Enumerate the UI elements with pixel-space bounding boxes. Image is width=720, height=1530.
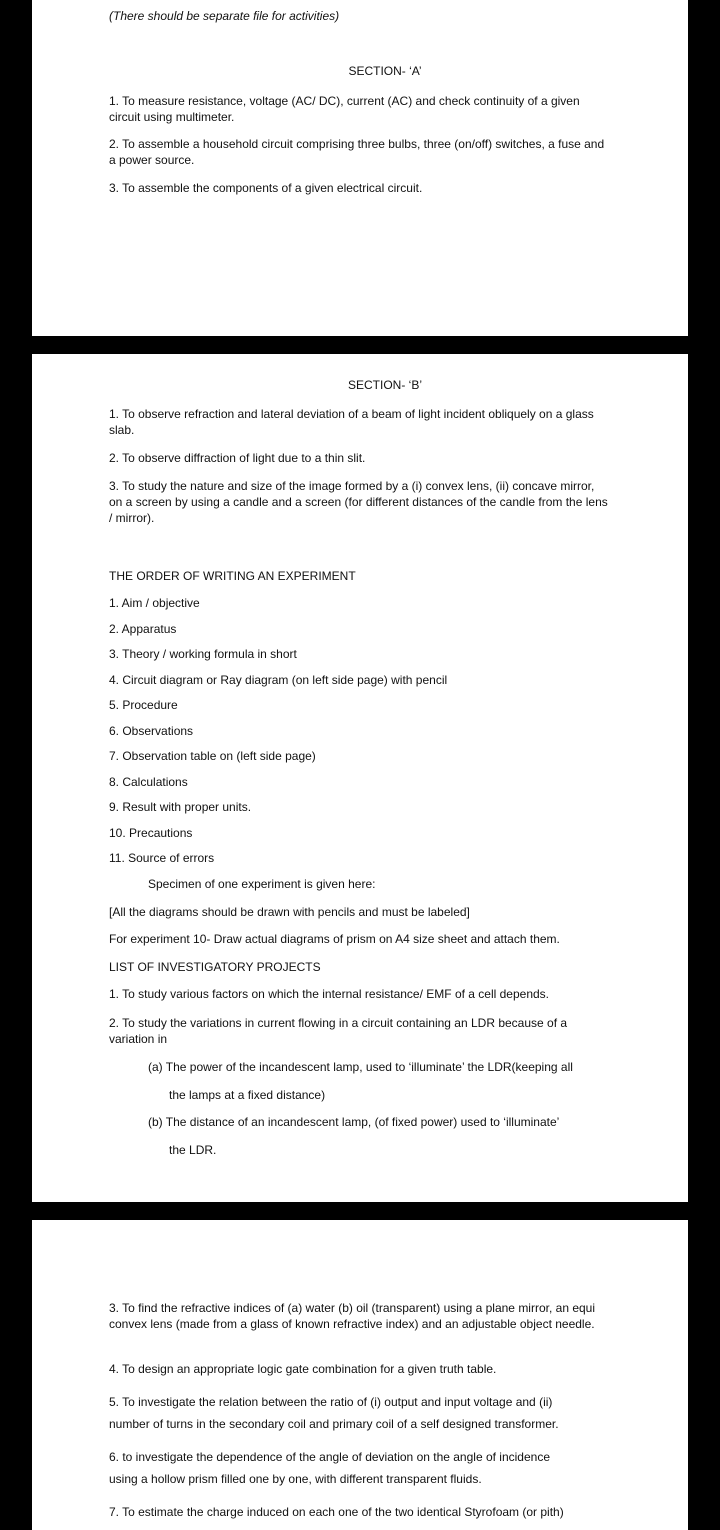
project-4: 4. To design an appropriate logic gate combination for a given truth table.: [109, 1362, 497, 1376]
document-page-2: [32, 354, 688, 1202]
project-6-line2: using a hollow prism filled one by one, with different transparent fluids.: [109, 1472, 482, 1486]
diagrams-note: [All the diagrams should be drawn with pencils and must be labeled]: [109, 905, 470, 919]
order-item-9: 9. Result with proper units.: [109, 800, 252, 814]
project-2-sub-b-line1: (b) The distance of an incandescent lamp, (of fixed power) used to ‘illuminate’: [148, 1115, 560, 1129]
order-item-11: 11. Source of errors: [109, 851, 215, 865]
order-item-4: 4. Circuit diagram or Ray diagram (on left side page) with pencil: [109, 673, 448, 687]
order-item-10: 10. Precautions: [109, 826, 193, 840]
order-item-1: 1. Aim / objective: [109, 596, 200, 610]
projects-heading: LIST OF INVESTIGATORY PROJECTS: [109, 960, 321, 974]
section-a-title: SECTION- ‘A’: [348, 64, 422, 78]
project-1: 1. To study various factors on which the internal resistance/ EMF of a cell depends.: [109, 987, 550, 1001]
order-heading: THE ORDER OF WRITING AN EXPERIMENT: [109, 569, 356, 583]
order-item-5: 5. Procedure: [109, 698, 178, 712]
section-a-item-2: 2. To assemble a household circuit comprising three bulbs, three (on/off) switches, a fuse and a power source.: [109, 137, 605, 167]
project-5-line1: 5. To investigate the relation between the ratio of (i) output and input voltage and (ii): [109, 1395, 553, 1409]
separate-file-note: (There should be separate file for activities): [109, 9, 340, 23]
section-b-item-3: 3. To study the nature and size of the image formed by a (i) convex lens, (ii) concave mirror, on a screen by using a candle and a screen (for different distances of the candle from the lens / mirror).: [109, 479, 608, 525]
section-b-item-1: 1. To observe refraction and lateral deviation of a beam of light incident obliquely on a glass slab.: [109, 407, 594, 437]
project-5-line2: number of turns in the secondary coil and primary coil of a self designed transformer.: [109, 1417, 559, 1431]
section-b-title: SECTION- ‘B’: [347, 378, 422, 392]
project-2-sub-a-line1: (a) The power of the incandescent lamp, used to ‘illuminate’ the LDR(keeping all: [148, 1060, 573, 1074]
order-item-8: 8. Calculations: [109, 775, 188, 789]
project-2-sub-b-line2: the LDR.: [169, 1143, 217, 1157]
project-2-sub-a-line2: the lamps at a fixed distance): [169, 1088, 326, 1102]
section-a-item-1: 1. To measure resistance, voltage (AC/ DC), current (AC) and check continuity of a given circuit using multimeter.: [109, 94, 580, 124]
section-a-item-3: 3. To assemble the components of a given electrical circuit.: [109, 181, 423, 195]
document-page-3: [32, 1220, 688, 1530]
project-3: 3. To find the refractive indices of (a) water (b) oil (transparent) using a plane mirror, an equi convex lens (made from a glass of known refractive index) and an adjustable object needle.: [109, 1301, 596, 1331]
project-7-line1: 7. To estimate the charge induced on each one of the two identical Styrofoam (or pith): [109, 1505, 564, 1519]
experiment-10-note: For experiment 10- Draw actual diagrams of prism on A4 size sheet and attach them.: [109, 932, 560, 946]
project-2: 2. To study the variations in current flowing in a circuit containing an LDR because of a variation in: [109, 1016, 568, 1046]
order-item-6: 6. Observations: [109, 724, 194, 738]
order-item-3: 3. Theory / working formula in short: [109, 647, 297, 661]
specimen-text: Specimen of one experiment is given here:: [148, 877, 376, 891]
section-b-item-2: 2. To observe diffraction of light due to a thin slit.: [109, 451, 366, 465]
document-page-1: [32, 0, 688, 336]
project-6-line1: 6. to investigate the dependence of the angle of deviation on the angle of incidence: [109, 1450, 550, 1464]
order-item-2: 2. Apparatus: [109, 622, 177, 636]
order-item-7: 7. Observation table on (left side page): [109, 749, 316, 763]
